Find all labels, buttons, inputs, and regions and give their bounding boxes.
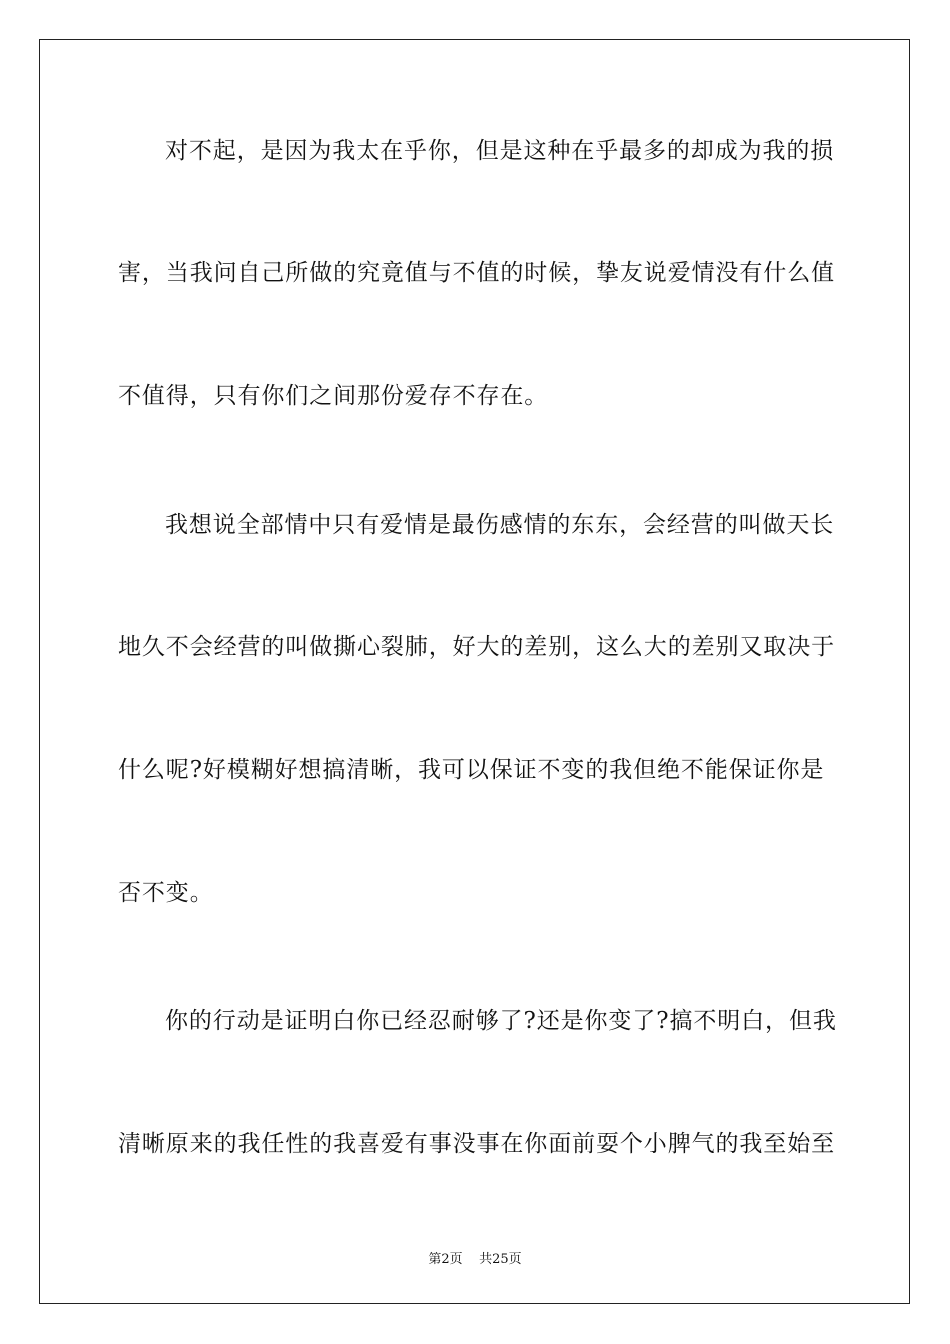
page-number-footer: 第2页 共25页	[428, 1252, 522, 1267]
paragraph-1-line-1: 对不起，是因为我太在乎你，但是这种在乎最多的却成为我的损	[165, 138, 835, 164]
paragraph-3-line-1: 你的行动是证明白你已经忍耐够了?还是你变了?搞不明白，但我	[165, 1008, 837, 1034]
paragraph-2-line-1: 我想说全部情中只有爱情是最伤感情的东东，会经营的叫做天长	[165, 512, 835, 538]
paragraph-1-line-3: 不值得，只有你们之间那份爱存不存在。	[118, 383, 549, 409]
page-border	[39, 39, 910, 1304]
paragraph-2-line-3: 什么呢?好模糊好想搞清晰，我可以保证不变的我但绝不能保证你是	[118, 757, 825, 783]
paragraph-1-line-2: 害，当我问自己所做的究竟值与不值的时候，挚友说爱情没有什么值	[118, 260, 835, 286]
paragraph-2-line-2: 地久不会经营的叫做撕心裂肺，好大的差别，这么大的差别又取决于	[118, 634, 835, 660]
paragraph-2-line-4: 否不变。	[118, 880, 214, 906]
paragraph-3-line-2: 清晰原来的我任性的我喜爱有事没事在你面前耍个小脾气的我至始至	[118, 1131, 835, 1157]
